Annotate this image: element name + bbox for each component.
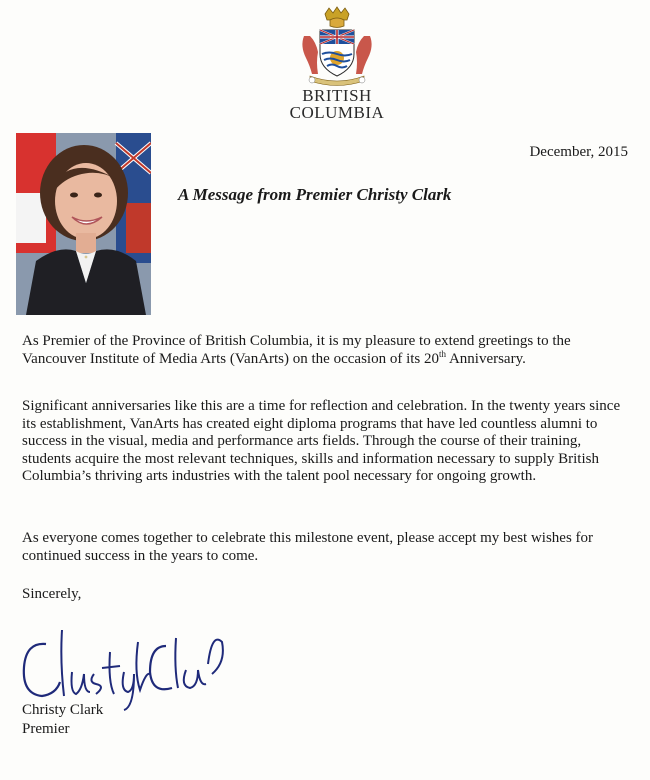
paragraph-1	[22, 333, 632, 368]
signatory-name: Christy Clark	[22, 702, 104, 718]
letter-heading: A Message from Premier Christy Clark	[178, 185, 452, 204]
premier-portrait-photo	[16, 133, 151, 315]
paragraph-1-end: Anniversary.	[446, 350, 526, 367]
bc-coat-of-arms-icon	[282, 6, 392, 88]
letterhead	[282, 6, 392, 122]
letter-date: December, 2015	[529, 144, 628, 160]
paragraph-2: Significant anniversaries like this are a time for reflection and celebration. In the twenty years since its establishment, VanArts has created eight diploma programs that have led countless alumni to success in the visual, media and performance arts fields. Through the course of their training, students acquire the most relevant techniques, skills and information necessary to supply British Columbia’s thriving arts industries with the talent pool necessary for ongoing growth.	[22, 398, 621, 485]
ordinal-suffix: th	[439, 348, 447, 359]
letterhead-line1: BRITISH	[302, 86, 372, 105]
paragraph-3: As everyone comes together to celebrate this milestone event, please accept my best wishes for continued success in the years to come.	[22, 530, 594, 564]
paragraph-1-text: As Premier of the Province of British Columbia, it is my pleasure to extend greetings to the Vancouver Institute of Media Arts (VanArts) on the occasion of its 20	[22, 333, 571, 367]
closing: Sincerely,	[22, 586, 82, 602]
handwritten-signature	[16, 612, 226, 712]
signatory-title: Premier	[22, 721, 70, 737]
letterhead-line2: COLUMBIA	[289, 103, 385, 122]
